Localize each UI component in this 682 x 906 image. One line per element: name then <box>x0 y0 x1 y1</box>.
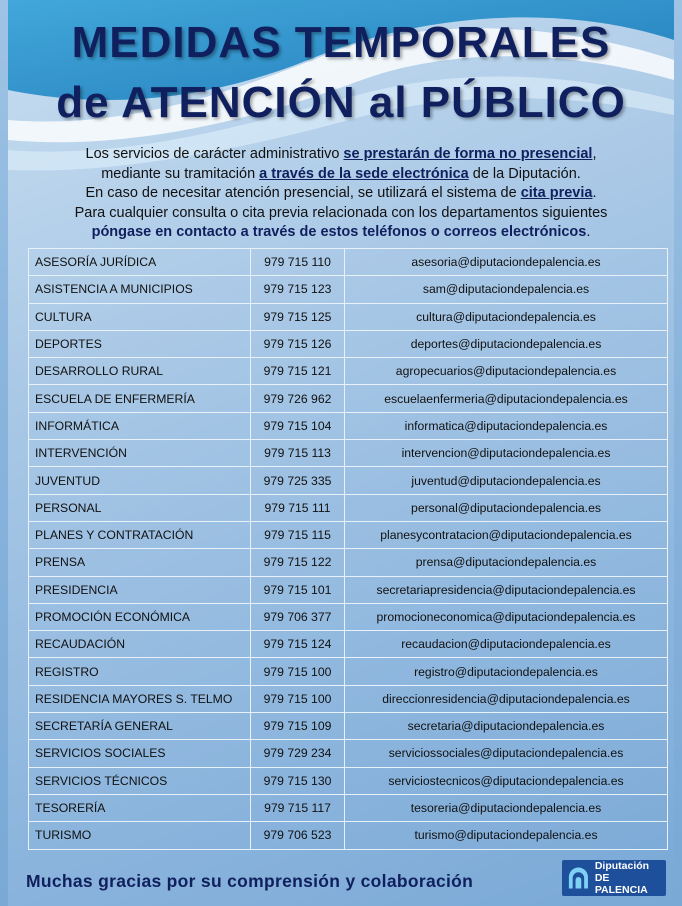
table-row <box>29 412 668 439</box>
dept-cell: TESORERÍA <box>29 794 251 821</box>
email-link[interactable]: asesoria@diputaciondepalencia.es <box>345 249 668 276</box>
dept-cell: INFORMÁTICA <box>29 412 251 439</box>
table-row <box>29 767 668 794</box>
phone-cell[interactable]: 979 715 113 <box>251 440 345 467</box>
phone-cell[interactable]: 979 715 125 <box>251 303 345 330</box>
dept-cell: ASESORÍA JURÍDICA <box>29 249 251 276</box>
dept-cell: SECRETARÍA GENERAL <box>29 713 251 740</box>
diputacion-logo <box>562 860 666 896</box>
phone-cell[interactable]: 979 715 109 <box>251 713 345 740</box>
phone-cell[interactable]: 979 729 234 <box>251 740 345 767</box>
phone-cell[interactable]: 979 706 377 <box>251 603 345 630</box>
dept-cell: PRENSA <box>29 549 251 576</box>
table-row <box>29 685 668 712</box>
table-row <box>29 467 668 494</box>
email-link[interactable]: tesoreria@diputaciondepalencia.es <box>345 794 668 821</box>
table-row <box>29 521 668 548</box>
email-link[interactable]: promocioneconomica@diputaciondepalencia.es <box>345 603 668 630</box>
email-link[interactable]: turismo@diputaciondepalencia.es <box>345 822 668 849</box>
dept-cell: RECAUDACIÓN <box>29 631 251 658</box>
dept-cell: DESARROLLO RURAL <box>29 358 251 385</box>
email-link[interactable]: informatica@diputaciondepalencia.es <box>345 412 668 439</box>
email-link[interactable]: recaudacion@diputaciondepalencia.es <box>345 631 668 658</box>
table-row <box>29 658 668 685</box>
table-row <box>29 249 668 276</box>
logo-line2: DE PALENCIA <box>594 872 648 896</box>
dept-cell: PLANES Y CONTRATACIÓN <box>29 521 251 548</box>
phone-cell[interactable]: 979 715 126 <box>251 330 345 357</box>
dept-cell: PROMOCIÓN ECONÓMICA <box>29 603 251 630</box>
phone-cell[interactable]: 979 706 523 <box>251 822 345 849</box>
email-link[interactable]: agropecuarios@diputaciondepalencia.es <box>345 358 668 385</box>
phone-cell[interactable]: 979 715 115 <box>251 521 345 548</box>
page-title-line1: MEDIDAS TEMPORALES <box>71 18 611 67</box>
table-row <box>29 631 668 658</box>
dept-cell: JUVENTUD <box>29 467 251 494</box>
table-row <box>29 713 668 740</box>
email-link[interactable]: direccionresidencia@diputaciondepalencia.es <box>345 685 668 712</box>
dept-cell: PERSONAL <box>29 494 251 521</box>
email-link[interactable]: secretaria@diputaciondepalencia.es <box>345 713 668 740</box>
dept-cell: PRESIDENCIA <box>29 576 251 603</box>
phone-cell[interactable]: 979 715 124 <box>251 631 345 658</box>
table-row <box>29 276 668 303</box>
email-link[interactable]: serviciostecnicos@diputaciondepalencia.es <box>345 767 668 794</box>
phone-cell[interactable]: 979 715 111 <box>251 494 345 521</box>
table-row <box>29 494 668 521</box>
email-link[interactable]: juventud@diputaciondepalencia.es <box>345 467 668 494</box>
email-link[interactable]: sam@diputaciondepalencia.es <box>345 276 668 303</box>
dept-cell: RESIDENCIA MAYORES S. TELMO <box>29 685 251 712</box>
arch-icon <box>566 865 591 891</box>
table-row <box>29 794 668 821</box>
phone-cell[interactable]: 979 725 335 <box>251 467 345 494</box>
email-link[interactable]: escuelaenfermeria@diputaciondepalencia.es <box>345 385 668 412</box>
intro-text: Los servicios de carácter administrativo se prestarán de forma no presencial, mediante su tramitación a través de la sede electrónica de la Diputación. En caso de necesitar atención presencial, se utilizará el sistema de cita previa. Para cualquier consulta o cita previa relacionada con los departamentos siguientes póngase en contacto a través de estos teléfonos o correos electrónicos. <box>74 146 608 240</box>
phone-cell[interactable]: 979 715 130 <box>251 767 345 794</box>
contacts-table <box>28 248 668 850</box>
table-row <box>29 576 668 603</box>
dept-cell: CULTURA <box>29 303 251 330</box>
phone-cell[interactable]: 979 715 110 <box>251 249 345 276</box>
poster <box>8 0 674 906</box>
table-row <box>29 440 668 467</box>
phone-cell[interactable]: 979 715 117 <box>251 794 345 821</box>
phone-cell[interactable]: 979 715 104 <box>251 412 345 439</box>
table-row <box>29 358 668 385</box>
table-row <box>29 549 668 576</box>
phone-cell[interactable]: 979 715 122 <box>251 549 345 576</box>
phone-cell[interactable]: 979 715 100 <box>251 685 345 712</box>
phone-cell[interactable]: 979 715 121 <box>251 358 345 385</box>
table-row <box>29 740 668 767</box>
email-link[interactable]: serviciossociales@diputaciondepalencia.es <box>345 740 668 767</box>
table-row <box>29 330 668 357</box>
dept-cell: REGISTRO <box>29 658 251 685</box>
dept-cell: ASISTENCIA A MUNICIPIOS <box>29 276 251 303</box>
email-link[interactable]: personal@diputaciondepalencia.es <box>345 494 668 521</box>
dept-cell: TURISMO <box>29 822 251 849</box>
table-row <box>29 385 668 412</box>
dept-cell: DEPORTES <box>29 330 251 357</box>
table-row <box>29 303 668 330</box>
dept-cell: INTERVENCIÓN <box>29 440 251 467</box>
table-row <box>29 603 668 630</box>
dept-cell: SERVICIOS TÉCNICOS <box>29 767 251 794</box>
dept-cell: ESCUELA DE ENFERMERÍA <box>29 385 251 412</box>
email-link[interactable]: deportes@diputaciondepalencia.es <box>345 330 668 357</box>
email-link[interactable]: intervencion@diputaciondepalencia.es <box>345 440 668 467</box>
phone-cell[interactable]: 979 726 962 <box>251 385 345 412</box>
email-link[interactable]: registro@diputaciondepalencia.es <box>345 658 668 685</box>
phone-cell[interactable]: 979 715 123 <box>251 276 345 303</box>
email-link[interactable]: secretariapresidencia@diputaciondepalencia.es <box>345 576 668 603</box>
phone-cell[interactable]: 979 715 100 <box>251 658 345 685</box>
page-title-line2: de ATENCIÓN al PÚBLICO <box>56 78 626 127</box>
email-link[interactable]: cultura@diputaciondepalencia.es <box>345 303 668 330</box>
table-row <box>29 822 668 849</box>
dept-cell: SERVICIOS SOCIALES <box>29 740 251 767</box>
email-link[interactable]: prensa@diputaciondepalencia.es <box>345 549 668 576</box>
email-link[interactable]: planesycontratacion@diputaciondepalencia.es <box>345 521 668 548</box>
logo-line1: Diputación <box>594 860 650 872</box>
footer-thanks: Muchas gracias por su comprensión y colaboración <box>26 871 474 891</box>
phone-cell[interactable]: 979 715 101 <box>251 576 345 603</box>
